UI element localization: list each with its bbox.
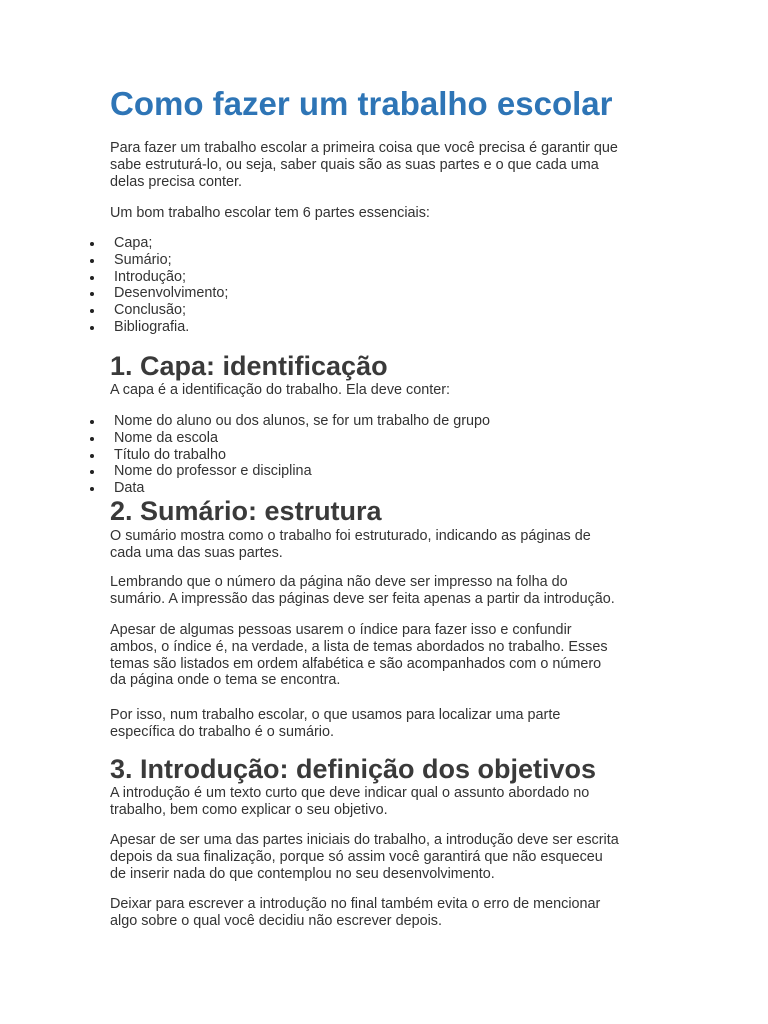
bullet-icon <box>90 454 94 458</box>
list-item <box>90 430 490 447</box>
bullet-icon <box>90 309 94 313</box>
list-item-label: Conclusão; <box>114 302 186 319</box>
text-line: trabalho, bem como explicar o seu objetivo. <box>110 801 388 818</box>
list-item-label: Nome do professor e disciplina <box>114 463 312 480</box>
list-item <box>90 252 228 269</box>
text-line: depois da sua finalização, porque só assim você garantirá que não esqueceu <box>110 848 603 865</box>
list-item <box>90 463 490 480</box>
introducao-paragraph-3 <box>110 896 670 930</box>
text-line: temas são listados em ordem alfabética e são acompanhados com o número <box>110 655 602 672</box>
text-line: Por isso, num trabalho escolar, o que usamos para localizar uma parte <box>110 707 561 723</box>
text-line: O sumário mostra como o trabalho foi estruturado, indicando as páginas de <box>110 528 591 544</box>
list-item <box>90 302 228 319</box>
text-line: Apesar de algumas pessoas usarem o índice para fazer isso e confundir <box>110 622 572 638</box>
list-item <box>90 413 490 430</box>
list-item <box>90 269 228 286</box>
list-item-label: Título do trabalho <box>114 446 226 463</box>
bullet-icon <box>90 276 94 280</box>
sumario-paragraph-3 <box>110 622 670 689</box>
page-title: Como fazer um trabalho escolar <box>110 85 613 122</box>
text-line: sabe estruturá-lo, ou seja, saber quais são as suas partes e o que cada uma <box>110 156 599 173</box>
list-item-label: Sumário; <box>114 251 172 268</box>
text-line: A capa é a identificação do trabalho. Ela deve conter: <box>110 382 451 398</box>
list-item <box>90 285 228 302</box>
bullet-icon <box>90 437 94 441</box>
text-line: cada uma das suas partes. <box>110 544 283 561</box>
text-line: Lembrando que o número da página não deve ser impresso na folha do <box>110 574 568 590</box>
section-heading-sumario: 2. Sumário: estrutura <box>110 496 382 526</box>
text-line: Apesar de ser uma das partes iniciais do trabalho, a introdução deve ser escrita <box>110 832 619 848</box>
list-item-label: Desenvolvimento; <box>114 285 229 302</box>
bullet-icon <box>90 242 94 246</box>
text-line: da página onde o tema se encontra. <box>110 672 341 689</box>
list-item-label: Data <box>114 480 145 497</box>
list-item <box>90 319 228 336</box>
bullet-icon <box>90 487 94 491</box>
list-item-label: Introdução; <box>114 268 187 285</box>
introducao-paragraph-2 <box>110 832 670 882</box>
intro-lead <box>110 205 670 222</box>
text-line: A introdução é um texto curto que deve indicar qual o assunto abordado no <box>110 785 590 801</box>
list-item <box>90 235 228 252</box>
sumario-paragraph-2 <box>110 574 670 608</box>
sumario-paragraph-4 <box>110 707 670 741</box>
capa-list <box>90 413 490 497</box>
list-item-label: Nome da escola <box>114 429 218 446</box>
intro-paragraph <box>110 140 670 190</box>
text-line: Para fazer um trabalho escolar a primeira coisa que você precisa é garantir que <box>110 140 618 156</box>
section-heading-capa: 1. Capa: identificação <box>110 351 388 381</box>
section-heading-introducao: 3. Introdução: definição dos objetivos <box>110 754 597 784</box>
bullet-icon <box>90 470 94 474</box>
text-line: delas precisa conter. <box>110 173 242 190</box>
text-line: sumário. A impressão das páginas deve ser feita apenas a partir da introdução. <box>110 590 615 607</box>
bullet-icon <box>90 326 94 330</box>
text-line: Deixar para escrever a introdução no final também evita o erro de mencionar <box>110 896 601 912</box>
text-line: algo sobre o qual você decidiu não escrever depois. <box>110 912 442 929</box>
bullet-icon <box>90 259 94 263</box>
list-item-label: Capa; <box>114 235 153 251</box>
sumario-paragraph-1 <box>110 528 670 562</box>
text-line: ambos, o índice é, na verdade, a lista de temas abordados no trabalho. Esses <box>110 638 608 655</box>
list-item-label: Bibliografia. <box>114 318 190 335</box>
text-line: de inserir nada do que contemplou no seu desenvolvimento. <box>110 865 495 882</box>
introducao-paragraph-1 <box>110 785 670 819</box>
parts-list <box>90 235 228 336</box>
list-item <box>90 447 490 464</box>
text-line: específica do trabalho é o sumário. <box>110 723 334 740</box>
capa-lead <box>110 382 670 399</box>
bullet-icon <box>90 420 94 424</box>
text-line: Um bom trabalho escolar tem 6 partes essenciais: <box>110 205 430 221</box>
list-item-label: Nome do aluno ou dos alunos, se for um trabalho de grupo <box>114 413 490 429</box>
bullet-icon <box>90 292 94 296</box>
